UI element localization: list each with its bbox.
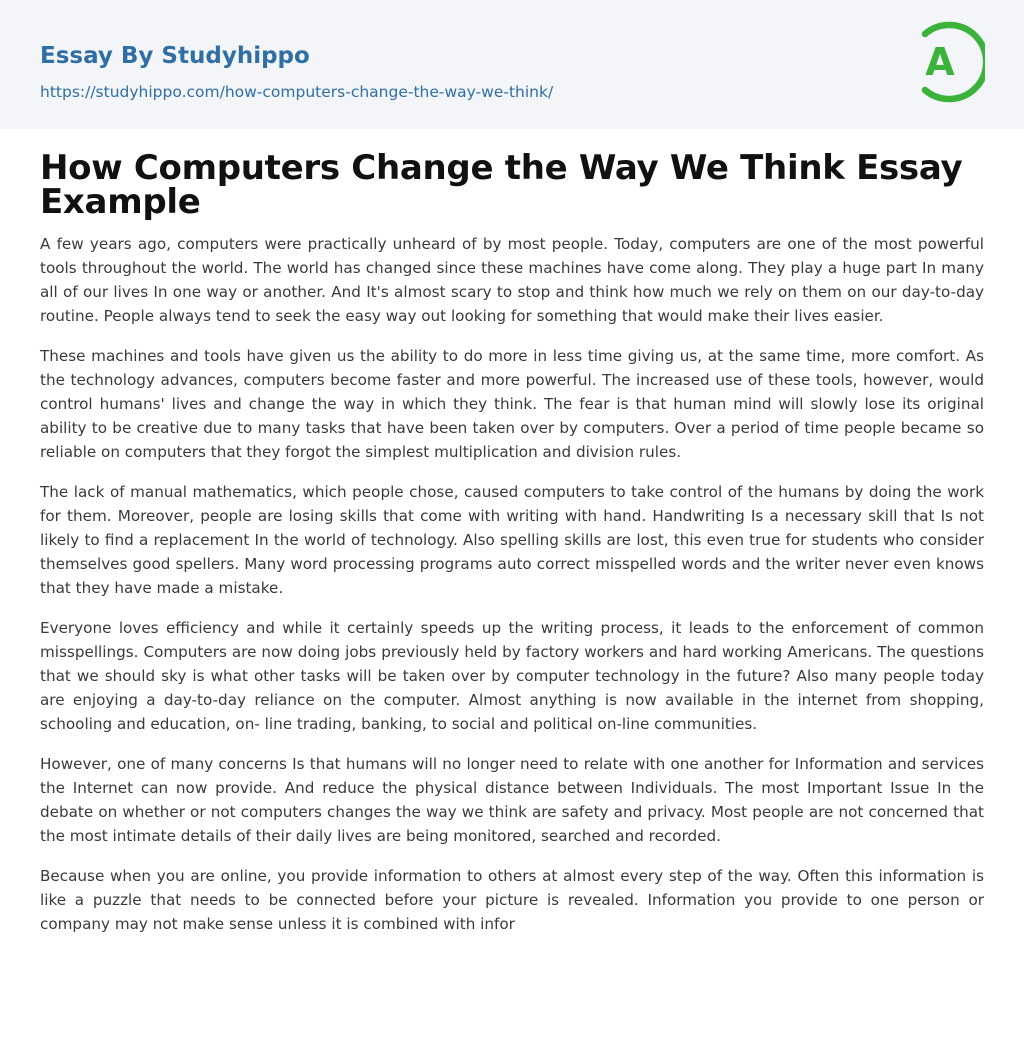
- site-header: [0, 0, 1024, 129]
- site-brand[interactable]: Essay By Studyhippo: [40, 43, 310, 69]
- essay-paragraph: Because when you are online, you provide information to others at almost every step of the way. Often this information is like a puzzle that needs to be connected before your picture is revealed. Information you provide to one person or company may not make sense unless it is combined with infor: [40, 867, 984, 933]
- studyhippo-logo[interactable]: [913, 19, 985, 105]
- logo-letter: A: [925, 40, 955, 84]
- source-url-link[interactable]: https://studyhippo.com/how-computers-change-the-way-we-think/: [40, 83, 554, 101]
- essay-paragraph: Everyone loves efficiency and while it certainly speeds up the writing process, it leads to the enforcement of common misspellings. Computers are now doing jobs previously held by factory workers and hard working Americans. The questions that we should sky is what other tasks will be taken over by computer technology in the future? Also many people today are enjoying a day-to-day reliance on the computer. Almost anything is now available in the internet from shopping, schooling and education, on- line trading, banking, to social and political on-line communities.: [40, 619, 984, 733]
- essay-paragraph: The lack of manual mathematics, which people chose, caused computers to take control of the humans by doing the work for them. Moreover, people are losing skills that come with writing with hand. Handwriting Is a necessary skill that Is not likely to find a replacement In the world of technology. Also spelling skills are lost, this even true for students who consider themselves good spellers. Many word processing programs auto correct misspelled words and the writer never even knows that they have made a mistake.: [40, 483, 984, 597]
- essay-paragraph: However, one of many concerns Is that humans will no longer need to relate with one another for Information and services the Internet can now provide. And reduce the physical distance between Individuals. The most Important Issue In the debate on whether or not computers changes the way we think are safety and privacy. Most people are not concerned that the most intimate details of their daily lives are being monitored, searched and recorded.: [40, 755, 984, 845]
- essay-paragraph: A few years ago, computers were practically unheard of by most people. Today, computers are one of the most powerful tools throughout the world. The world has changed since these machines have come along. They play a huge part In many all of our lives In one way or another. And It's almost scary to stop and think how much we rely on them on our day-to-day routine. People always tend to seek the easy way out looking for something that would make their lives easier.: [40, 235, 984, 325]
- page-title: How Computers Change the Way We Think Essay Example: [40, 148, 963, 222]
- logo-ring-icon: [913, 19, 985, 105]
- essay-paragraph: These machines and tools have given us the ability to do more in less time giving us, at the same time, more comfort. As the technology advances, computers become faster and more powerful. The increased use of these tools, however, would control humans' lives and change the way in which they think. The fear is that human mind will slowly lose its original ability to be creative due to many tasks that have been taken over by computers. Over a period of time people became so reliable on computers that they forgot the simplest multiplication and division rules.: [40, 347, 984, 461]
- article: [0, 148, 1024, 936]
